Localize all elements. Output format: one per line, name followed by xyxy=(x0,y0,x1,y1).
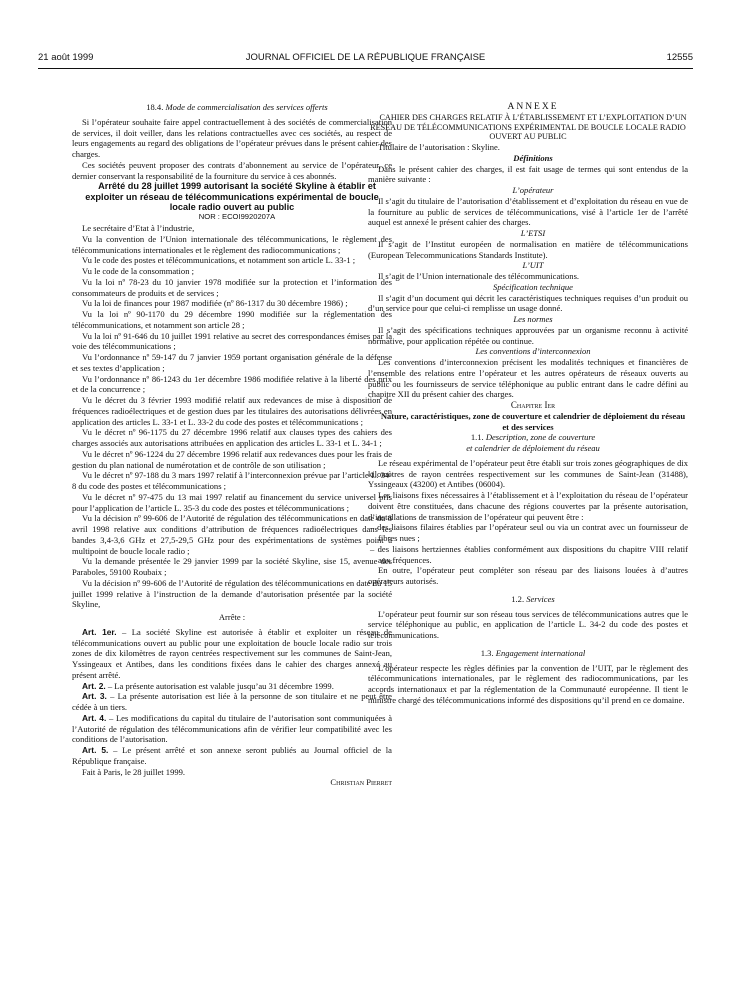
paragraph: Le réseau expérimental de l’opérateur peut être établi sur trois zones géographiques de dix kilomètres de rayon centrées respectivement sur les communes de Saint-Jean (31488), Yssingeaux (43200) et Antibes (06004). xyxy=(368,457,688,490)
article-label: Art. 3. xyxy=(82,691,107,702)
article-label: Art. 4. xyxy=(82,712,107,723)
signature: Christian Pierret xyxy=(330,777,392,788)
vu-item: Vu le code des postes et télécommunications, et notamment son article L. 33-1 ; xyxy=(82,255,356,266)
dash-item: – des liaisons filaires établies par l’opérateur seul ou via un contrat avec un fournisseur de fibres nues ; xyxy=(370,522,688,544)
dash-item: – des liaisons hertziennes établies conformément aux dispositions du chapitre VIII relatif aux fréquences. xyxy=(370,543,688,565)
uit-heading: L’UIT xyxy=(522,260,544,271)
operateur-heading: L’opérateur xyxy=(512,185,554,196)
interconnexion-heading: Les conventions d’interconnexion xyxy=(475,346,591,357)
article-1 xyxy=(72,627,392,681)
left-column xyxy=(72,102,392,788)
paragraph: Les liaisons fixes nécessaires à l’établissement et à l’exploitation du réseau de l’opérateur doivent être constituées, dans chacune des régions couvertes par la présente autorisation, d’installations de transmission de l’opérateur qui peuvent être : xyxy=(368,490,688,522)
chapitre-title: Nature, caractéristiques, zone de couverture et calendrier de déploiement du réseau et des services xyxy=(380,410,686,432)
article-5 xyxy=(72,745,392,767)
paragraph: Il s’agit de l’Union internationale des télécommunications. xyxy=(378,271,580,282)
vu-item: Vu la loi de finances pour 1987 modifiée (nº 86-1317 du 30 décembre 1986) ; xyxy=(82,298,348,309)
specification-heading: Spécification technique xyxy=(493,281,573,292)
paragraph: Si l’opérateur souhaite faire appel contractuellement à des sociétés de commercialisation de services, il doit veiller, dans les relations contractuelles avec ces sociétés, au respect de leurs engagements au regard des obligations de l’opérateur prévues dans le présent cahier des charges. xyxy=(72,116,392,159)
article-text: – Le présent arrêté et son annexe seront publiés au Journal officiel de la République française. xyxy=(72,745,392,766)
vu-item: Le secrétaire d’Etat à l’industrie, xyxy=(82,223,195,234)
vu-item: Vu la convention de l’Union internationale des télécommunications, le règlement des télécommunications internationales et le règlement des radiocommunications ; xyxy=(72,233,392,255)
vu-item: Vu l’ordonnance nº 59-147 du 7 janvier 1959 portant organisation générale de la défense et ses textes d’application ; xyxy=(72,352,392,373)
section-number: 1.1. xyxy=(470,432,484,443)
section-title: Services xyxy=(526,593,555,604)
vu-item: Vu la décision nº 99-606 de l’Autorité de régulation des télécommunications en date du 15 juillet 1999 relative à l’instruction de la demande d’autorisation présentée par la société Skyline, xyxy=(72,577,392,610)
vu-item: Vu la décision nº 99-606 de l’Autorité de régulation des télécommunications en date du 8 avril 1998 relative aux conditions d’attribution de fréquences radioélectriques dans les bandes 3,4-3,6 GHz et 27,5-29,5 GHz pour des expérimentations de systèmes point à multipoint de boucle locale radio ; xyxy=(72,513,392,556)
section-title-line2: et calendrier de déploiement du réseau xyxy=(466,443,600,454)
vu-item: Vu le code de la consommation ; xyxy=(82,266,194,277)
right-column xyxy=(368,102,688,706)
annexe-heading: ANNEXE xyxy=(507,102,559,112)
section-number: 1.2. xyxy=(511,593,525,604)
article-label: Art. 1er. xyxy=(82,626,117,637)
arrete-title: Arrêté du 28 juillet 1999 autorisant la société Skyline à établir et exploiter un réseau de télécommunications expérimental de boucle locale radio ouvert au public xyxy=(85,181,379,213)
article-text: – La société Skyline est autorisée à établir et exploiter un réseau de télécommunications ouvert au public pour une exploitation de boucle locale radio sur trois zones de dix kilomètres de rayon centrées respectivement sur les communes de Saint-Jean, Yssingeaux et Antibes, dans les conditions fixées dans le cahier des charges annexé au présent arrêté. xyxy=(72,626,392,680)
titulaire: Titulaire de l’autorisation : Skyline. xyxy=(378,142,500,153)
vu-item: Vu le décret nº 96-1175 du 27 décembre 1996 relatif aux clauses types des cahiers des charges associés aux autorisations attribuées en application des articles L. 33-1 et L. 34-1 ; xyxy=(72,427,392,449)
section-heading-1-3 xyxy=(368,648,688,659)
article-text: – La présente autorisation est liée à la personne de son titulaire et ne peut être cédée à un tiers. xyxy=(72,691,392,713)
paragraph: Il s’agit d’un document qui décrit les caractéristiques techniques requises d’un produit ou d’un service pour que celui-ci remplisse un usage donné. xyxy=(368,292,688,314)
cahier-title: CAHIER DES CHARGES RELATIF À L’ÉTABLISSEMENT ET L’EXPLOITATION D’UN RÉSEAU DE TÉLÉCOMMUNICATIONS EXPÉRIMENTAL DE BOUCLE LOCALE RADIO OUVERT AU PUBLIC xyxy=(370,112,687,142)
paragraph: Il s’agit de l’Institut européen de normalisation en matière de télécommunications (European Telecommunications Standards Institute). xyxy=(368,238,688,260)
paragraph: En outre, l’opérateur peut compléter son réseau par des liaisons louées à d’autres opérateurs autorisés. xyxy=(368,565,688,587)
section-number: 18.4. xyxy=(146,102,164,112)
article-label: Art. 2. xyxy=(82,680,106,691)
section-heading-1-2 xyxy=(368,594,688,605)
section-number: 1.3. xyxy=(480,647,494,658)
section-title: Engagement international xyxy=(495,647,586,658)
paragraph: Il s’agit du titulaire de l’autorisation d’établissement et d’exploitation du réseau en vue de la fourniture au public de services de télécommunications, visé à l’article 1er de l’arrêté auquel est annexé le présent cahier des charges. xyxy=(368,195,688,228)
article-3 xyxy=(72,691,392,713)
article-2 xyxy=(72,681,392,692)
vu-item: Vu la demande présentée le 29 janvier 1999 par la société Skyline, sise 15, avenue des Paraboles, 59100 Roubaix ; xyxy=(72,556,392,578)
header-title: JOURNAL OFFICIEL DE LA RÉPUBLIQUE FRANÇAISE xyxy=(245,52,486,63)
article-text: – Les modifications du capital du titulaire de l’autorisation sont communiquées à l’Autorité de régulation des télécommunications afin de vérifier leur compatibilité avec les conditions de l’autorisation. xyxy=(72,712,392,745)
section-heading-1-1 xyxy=(368,432,688,443)
vu-item: Vu le décret nº 97-475 du 13 mai 1997 relatif au financement du service universel pris pour l’application de l’article L. 35-3 du code des postes et télécommunications ; xyxy=(72,491,392,513)
paragraph: Ces sociétés peuvent proposer des contrats d’abonnement au service de l’opérateur, ce dernier conservant la responsabilité de la fourniture du service à ces abonnés. xyxy=(72,159,392,181)
normes-heading: Les normes xyxy=(513,314,553,325)
fait-a-paris: Fait à Paris, le 28 juillet 1999. xyxy=(82,766,186,777)
chapitre-heading: Chapitre Ier xyxy=(510,400,556,411)
section-title: Description, zone de couverture xyxy=(485,432,596,443)
paragraph: Dans le présent cahier des charges, il est fait usage de termes qui sont entendus de la manière suivante : xyxy=(368,163,688,185)
header-rule xyxy=(38,68,693,69)
header-page-number: 12555 xyxy=(666,52,693,63)
article-text: – La présente autorisation est valable jusqu’au 31 décembre 1999. xyxy=(105,680,334,691)
section-title: Mode de commercialisation des services offerts xyxy=(165,102,328,112)
paragraph: Les conventions d’interconnexion précisent les modalités techniques et financières de l’ensemble des relations entre l’opérateur et les autres opérateurs de réseaux ouverts au public ou les fournisseurs de service téléphonique au public entrant dans le cadre défini au chapitre XII du présent cahier des charges. xyxy=(368,357,688,400)
paragraph: L’opérateur peut fournir sur son réseau tous services de télécommunications autres que le service téléphonique au public, en application de l’article L. 34-2 du code des postes et télécommunications. xyxy=(368,608,688,641)
article-4 xyxy=(72,713,392,745)
paragraph: Il s’agit des spécifications techniques approuvées par un organisme reconnu à activité normative, pour application répétée ou continue. xyxy=(368,324,688,346)
section-heading-18-4 xyxy=(72,102,392,113)
header-date: 21 août 1999 xyxy=(38,52,94,63)
arrete-word: Arrête : xyxy=(218,612,246,623)
vu-item: Vu le décret nº 96-1224 du 27 décembre 1996 relatif aux redevances dues pour les frais de gestion du plan national de numérotation et de contrôle de son utilisation ; xyxy=(72,448,392,470)
vu-item: Vu l’ordonnance nº 86-1243 du 1er décembre 1986 modifiée relative à la liberté des prix et de la concurrence ; xyxy=(72,373,392,395)
vu-item: Vu le décret du 3 février 1993 modifié relatif aux redevances de mise à disposition de fréquences radioélectriques et de gestion dues par les titulaires des autorisations délivrées en application des articles L. 33-1 et L. 33-2 du code des postes et télécommunications ; xyxy=(72,395,392,427)
nor-reference: NOR : ECOI9920207A xyxy=(198,212,276,222)
article-label: Art. 5. xyxy=(82,745,109,756)
vu-item: Vu le décret nº 97-188 du 3 mars 1997 relatif à l’interconnexion prévue par l’article L. 34-8 du code des postes et télécommunications ; xyxy=(72,470,392,492)
definitions-heading: Définitions xyxy=(513,152,553,163)
etsi-heading: L’ETSI xyxy=(520,228,546,239)
vu-item: Vu la loi nº 90-1170 du 29 décembre 1990 modifiée sur la réglementation des télécommunications, et notamment son article 28 ; xyxy=(72,309,392,330)
vu-item: Vu la loi nº 78-23 du 10 janvier 1978 modifiée sur la protection et l’information des consommateurs de produits et de services ; xyxy=(72,276,392,298)
vu-item: Vu la loi nº 91-646 du 10 juillet 1991 relative au secret des correspondances émises par la voie des télécommunications ; xyxy=(72,330,392,352)
paragraph: L’opérateur respecte les règles définies par la convention de l’UIT, par le règlement des télécommunications internationales, par le règlement des radiocommunications, par les accords internationaux et par la réglementation de la Communauté européenne. Il tient le ministre chargé des télécommunications informé des dispositions qu’il prend en ce domaine. xyxy=(368,662,688,705)
page-header xyxy=(38,52,693,66)
